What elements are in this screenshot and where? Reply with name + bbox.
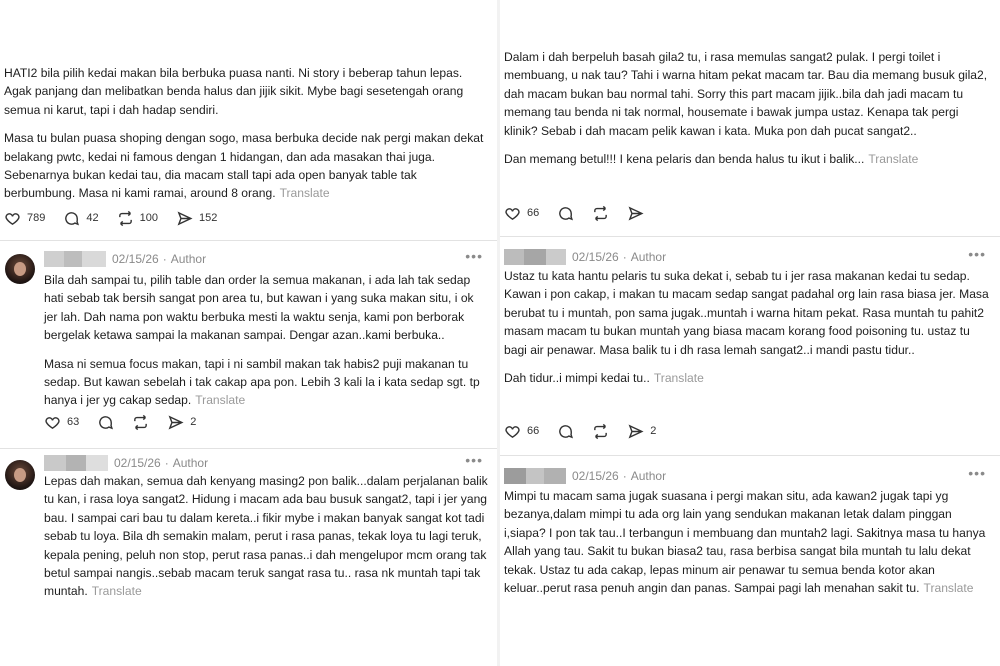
post-actions bbox=[44, 412, 214, 432]
reply-button[interactable] bbox=[63, 210, 98, 227]
heart-icon bbox=[504, 205, 521, 222]
share-count: 152 bbox=[198, 212, 218, 224]
post-header: 02/15/26 · Author ••• bbox=[504, 248, 992, 266]
repost-icon bbox=[117, 210, 134, 227]
post-paragraph: Ustaz tu kata hantu pelaris tu suka dekat i, sebab tu i jer rasa makanan kedai tu sedap. Kawan i pon cakap, i makan tu macam sedap sangat padahal org lain rasa biasa jer. Masa berubat tu i muntah, pon sama jugak..muntah i warna hitam pekat. Rasa muntah tu pahit2 masam macam tu bukan muntah yang biasa macam korang food poisoning tu. ustaz tu bagi air penawar. Masa balik tu i dh rasa lemah sangat2..i mandi pastu tidur.. bbox=[504, 269, 989, 357]
author-tag: Author bbox=[170, 252, 207, 266]
translate-link[interactable]: Translate bbox=[923, 581, 974, 596]
thread-post bbox=[500, 456, 1000, 666]
avatar[interactable] bbox=[5, 460, 35, 490]
more-options-icon[interactable]: ••• bbox=[465, 248, 483, 264]
comment-icon bbox=[557, 423, 574, 440]
thread-post bbox=[0, 241, 497, 448]
repost-button[interactable] bbox=[117, 210, 158, 227]
post-date: 02/15/26 bbox=[572, 250, 619, 264]
like-button[interactable] bbox=[504, 205, 539, 222]
username-blurred[interactable] bbox=[504, 249, 566, 265]
post-header: 02/15/26 · Author ••• bbox=[44, 250, 489, 268]
translate-link[interactable]: Translate bbox=[279, 186, 330, 201]
share-count: 2 bbox=[650, 425, 657, 437]
more-options-icon[interactable]: ••• bbox=[465, 452, 483, 468]
post-actions bbox=[4, 208, 235, 228]
thread-post bbox=[0, 0, 497, 240]
like-count: 789 bbox=[27, 212, 46, 224]
post-paragraph: Mimpi tu macam sama jugak suasana i pergi makan situ, ada kawan2 jugak tapi yg bezanya,dalam mimpi tu ada org lain yang sendukan makanan letak dalam pinggan i,siapa? I pon tak tau..I terbangun i membuang dan muntah2 lagi. Sakitnya masa tu hanya Allah yang tau. Sakit tu bukan biasa2 tau, rasa berbisa sangat bila muntah tu lalu dekat tekak. Ustaz tu ada cakap, lepas minum air penawar tu semua benda kotor akan keluar..perut rasa penuh angin dan panas. Sampai pagi lah menahan sakit tu. Translate bbox=[504, 489, 986, 596]
share-count: 2 bbox=[190, 416, 197, 428]
author-tag: Author bbox=[630, 469, 667, 483]
author-tag: Author bbox=[172, 456, 209, 470]
post-paragraph: Masa ni semua focus makan, tapi i ni sambil makan tak habis2 puji makanan tu sedap. But kawan sebelah i tak cakap apa pon. Lebih 3 kali la i kata sedap sgt. tp hanya i jer yg cakap sedap. Translate bbox=[44, 356, 480, 408]
comment-icon bbox=[63, 210, 80, 227]
repost-button[interactable] bbox=[132, 414, 149, 431]
repost-icon bbox=[592, 423, 609, 440]
left-column bbox=[0, 0, 497, 666]
like-button[interactable] bbox=[44, 414, 79, 431]
share-button[interactable] bbox=[176, 210, 217, 227]
post-date: 02/15/26 bbox=[572, 469, 619, 483]
post-header: 02/15/26 · Author ••• bbox=[504, 467, 992, 485]
post-paragraph: HATI2 bila pilih kedai makan bila berbuka puasa nanti. Ni story i beberap tahun lepas. Agak panjang dan melibatkan benda halus dan jijik sikit. Mybe bagi sesetengah orang semua ni karut, tapi i dah hadap sendiri. bbox=[4, 66, 464, 117]
post-actions bbox=[504, 421, 674, 441]
send-icon bbox=[167, 414, 184, 431]
reply-button[interactable] bbox=[557, 205, 574, 222]
heart-icon bbox=[4, 210, 21, 227]
more-options-icon[interactable]: ••• bbox=[968, 246, 986, 262]
post-paragraph: Masa tu bulan puasa shoping dengan sogo, masa berbuka decide nak pergi makan dekat belakang pwtc, kedai ni famous dengan 1 hidangan, dan ada masakan thai juga. Sebenarnya bukan kedai tau, dia macam stall tapi ada open banyak table tak berbumbung. Masa ni kami ramai, around 8 orang. Translate bbox=[4, 131, 484, 201]
share-button[interactable] bbox=[627, 423, 656, 440]
translate-link[interactable]: Translate bbox=[868, 152, 919, 167]
translate-link[interactable]: Translate bbox=[195, 393, 246, 408]
post-actions bbox=[504, 203, 662, 223]
post-paragraph: Bila dah sampai tu, pilih table dan order la semua makanan, i ada lah tak sedap hati sebab tak bersih sangat pon area tu, but kawan i yang suka makan situ, i ok jer lah. Dah nama pon waktu berbuka mesti la waktu senja, kami pon berborak bergelak ketawa sampai la makanan sampai. Dengar azan..kami berbuka.. bbox=[44, 273, 474, 343]
translate-link[interactable]: Translate bbox=[91, 584, 142, 599]
post-header: 02/15/26 · Author ••• bbox=[44, 454, 489, 472]
thread-post bbox=[500, 237, 1000, 455]
like-count: 63 bbox=[67, 416, 80, 428]
reply-count: 42 bbox=[86, 212, 99, 224]
thread-post bbox=[0, 449, 497, 666]
reply-button[interactable] bbox=[97, 414, 114, 431]
comment-icon bbox=[97, 414, 114, 431]
avatar[interactable] bbox=[5, 254, 35, 284]
more-options-icon[interactable]: ••• bbox=[968, 465, 986, 481]
like-button[interactable] bbox=[504, 423, 539, 440]
comment-icon bbox=[557, 205, 574, 222]
share-button[interactable] bbox=[627, 205, 644, 222]
repost-button[interactable] bbox=[592, 205, 609, 222]
post-paragraph: Dalam i dah berpeluh basah gila2 tu, i rasa memulas sangat2 pulak. I pergi toilet i membuang, u nak tau? Tahi i warna hitam pekat macam tar. Bau dia memang busuk gila2, dah macam bukan bau normal tahi. Sorry this part macam jijik..bila dah jadi macam tu memang tau benda ni tak normal, housemate i bawak jumpa ustaz. Kenapa tak pergi klinik? Sebab i dah macam pelik kawan i kata. Muka pon dah pucat sangat2.. bbox=[504, 50, 988, 138]
repost-icon bbox=[592, 205, 609, 222]
share-button[interactable] bbox=[167, 414, 196, 431]
like-count: 66 bbox=[527, 207, 540, 219]
post-date: 02/15/26 bbox=[114, 456, 161, 470]
heart-icon bbox=[504, 423, 521, 440]
post-paragraph: Dan memang betul!!! I kena pelaris dan benda halus tu ikut i balik... Translate bbox=[504, 152, 919, 167]
username-blurred[interactable] bbox=[504, 468, 566, 484]
post-paragraph: Dah tidur..i mimpi kedai tu.. Translate bbox=[504, 371, 704, 386]
send-icon bbox=[176, 210, 193, 227]
post-paragraph: Lepas dah makan, semua dah kenyang masing2 pon balik...dalam perjalanan balik tu kan, i rasa loya sangat2. Hidung i macam ada bau busuk sangat2, tapi i jer yang bau. I sampai cari bau tu dalam kereta..i fikir mybe i makan banyak sangat kot tadi sebab tu loya. Bila dh semakin malam, perut i rasa panas, tekak loya tu lagi teruk, kepala pening, peluh non stop, perut rasa panas..i dah mengelupor mcm orang tak betul sampai nangis..sebab macam teruk sangat rasa tu.. rasa nk muntah tapi tak muntah. Translate bbox=[44, 474, 488, 599]
heart-icon bbox=[44, 414, 61, 431]
repost-button[interactable] bbox=[592, 423, 609, 440]
username-blurred[interactable] bbox=[44, 455, 108, 471]
username-blurred[interactable] bbox=[44, 251, 106, 267]
like-count: 66 bbox=[527, 425, 540, 437]
send-icon bbox=[627, 423, 644, 440]
thread-post bbox=[500, 0, 1000, 236]
repost-icon bbox=[132, 414, 149, 431]
like-button[interactable] bbox=[4, 210, 45, 227]
send-icon bbox=[627, 205, 644, 222]
reply-button[interactable] bbox=[557, 423, 574, 440]
right-column bbox=[500, 0, 1000, 666]
translate-link[interactable]: Translate bbox=[653, 371, 704, 386]
repost-count: 100 bbox=[139, 212, 158, 224]
author-tag: Author bbox=[630, 250, 667, 264]
post-date: 02/15/26 bbox=[112, 252, 159, 266]
